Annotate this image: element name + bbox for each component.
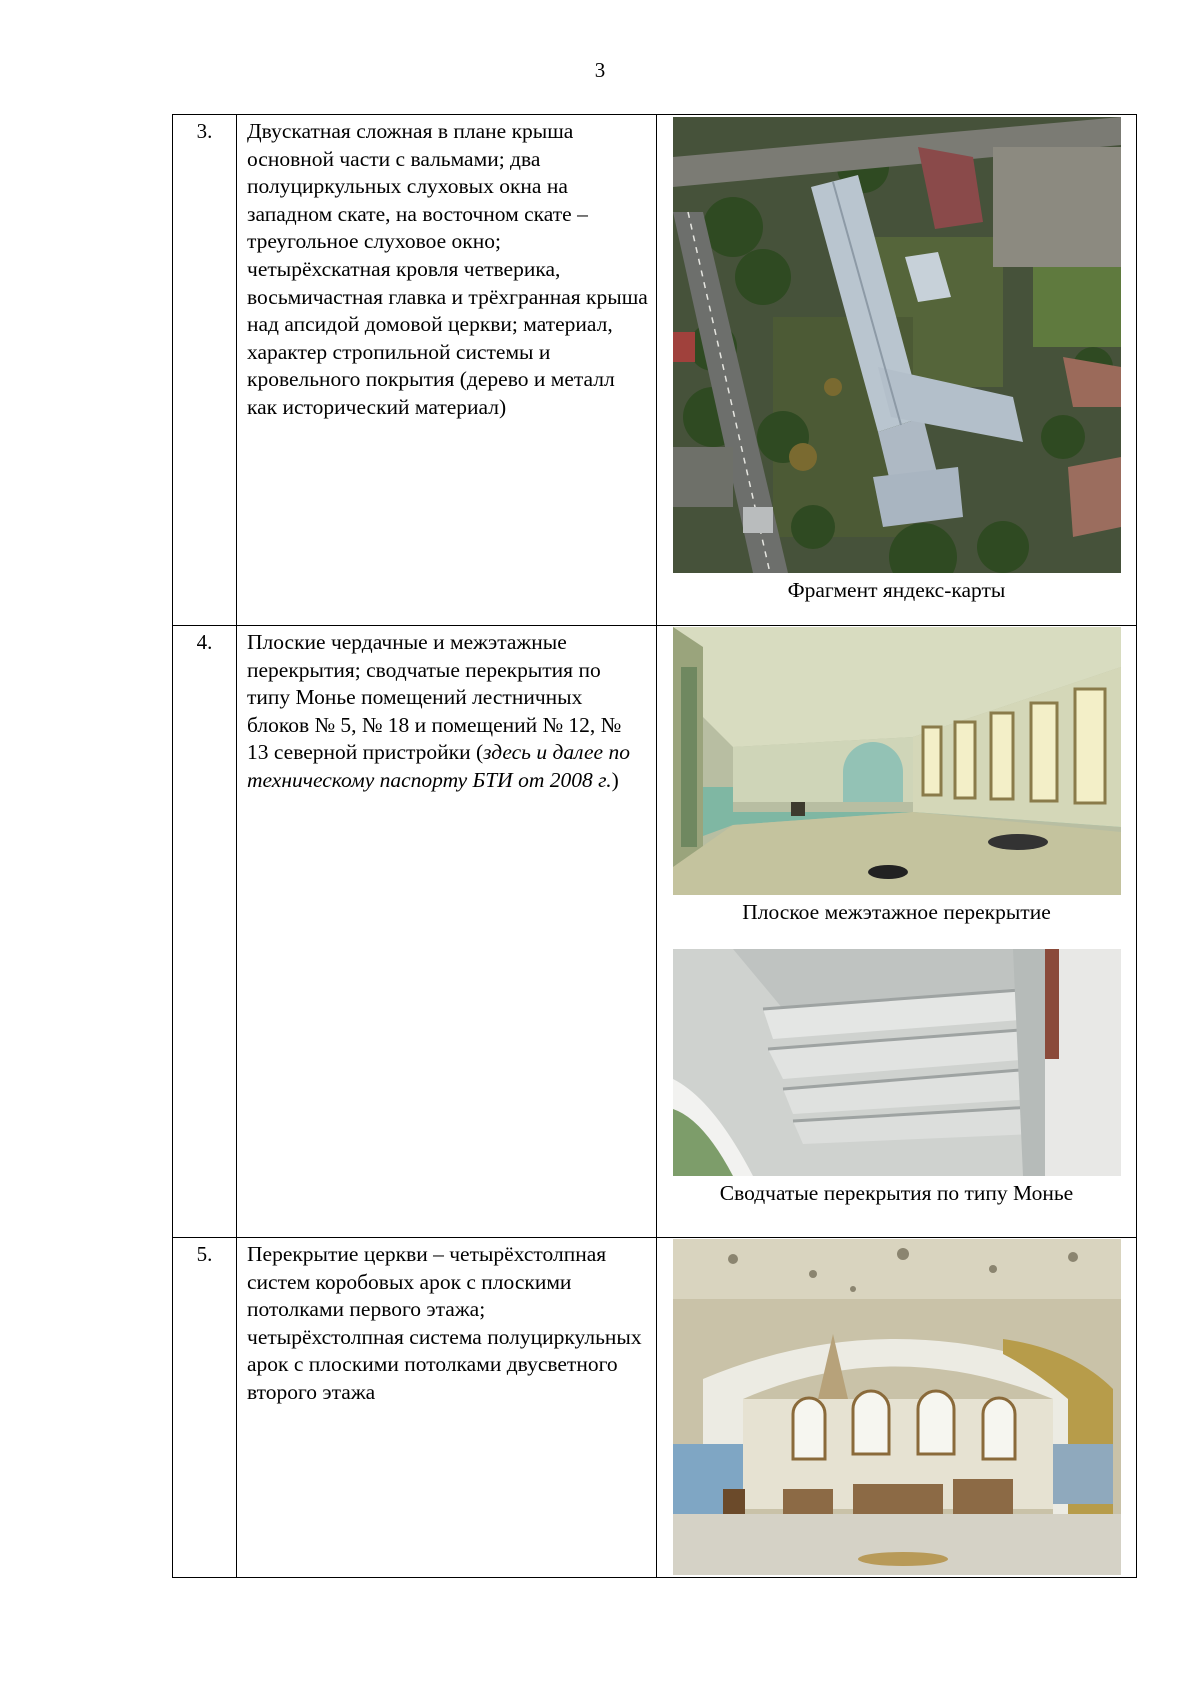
vaulted-ceiling-photo bbox=[673, 949, 1121, 1176]
description-text: Плоские чердачные и межэтажные перекрытия; сводчатые перекрытия по типу Монье помещений лестничных блоков № 5, № 18 и помещений № 12, № 13 северной пристройки ( bbox=[247, 630, 622, 765]
description-line-1: Перекрытие церкви – четырёхстолпная систем коробовых арок с плоскими потолками первого этажа; bbox=[247, 1242, 607, 1322]
row-description bbox=[237, 1238, 657, 1578]
row-number: 3. bbox=[173, 115, 237, 626]
media-cell bbox=[657, 1238, 1137, 1578]
table-row bbox=[173, 1238, 1137, 1578]
row-number: 5. bbox=[173, 1238, 237, 1578]
aerial-map-photo bbox=[673, 117, 1121, 573]
row-description: Двускатная сложная в плане крыша основной части с вальмами; два полуциркульных слуховых окна на западном скате, на восточном скате – треугольное слуховое окно; четырёхскатная кровля четверика, восьмичастная главка и трёхгранная крыша над апсидой домовой церкви; материал, характер стропильной системы и кровельного покрытия (дерево и металл как исторический материал) bbox=[237, 115, 657, 626]
table-row bbox=[173, 115, 1137, 626]
description-line-2: четырёхстолпная система полуциркульных арок с плоскими потолками двусветного второго этажа bbox=[247, 1324, 642, 1404]
table-row bbox=[173, 626, 1137, 1238]
church-interior-photo bbox=[673, 1239, 1121, 1575]
photo-caption: Фрагмент яндекс-карты bbox=[787, 578, 1006, 602]
description-close: ) bbox=[611, 767, 619, 792]
photo-caption: Сводчатые перекрытия по типу Монье bbox=[719, 1181, 1074, 1205]
page-number: 3 bbox=[594, 58, 606, 82]
description-italic: здесь и далее по техническому паспорту БТИ от 2008 г. bbox=[247, 740, 630, 792]
document-table bbox=[172, 114, 1137, 1578]
photo-caption: Плоское межэтажное перекрытие bbox=[742, 900, 1051, 924]
media-cell bbox=[657, 115, 1137, 626]
interior-hall-photo bbox=[673, 627, 1121, 895]
media-cell bbox=[657, 626, 1137, 1238]
row-description bbox=[237, 626, 657, 1238]
row-number: 4. bbox=[173, 626, 237, 1238]
